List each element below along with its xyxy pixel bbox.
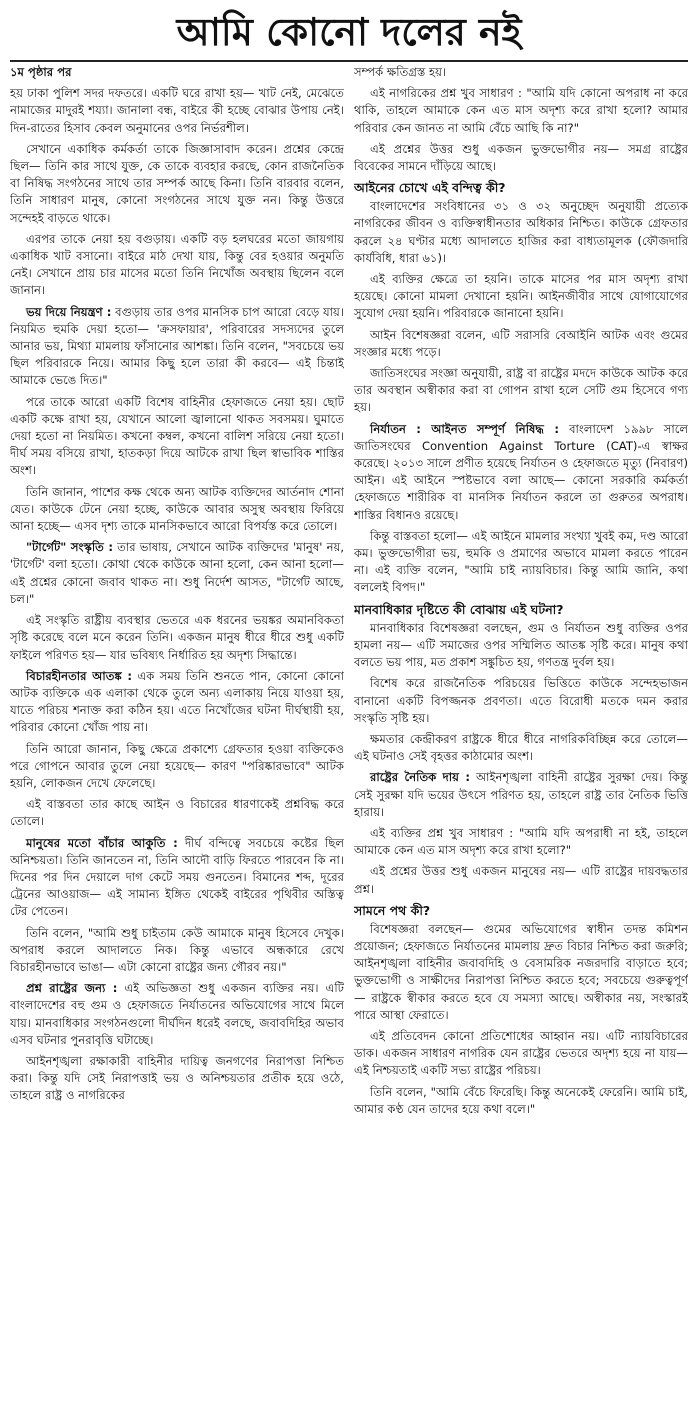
paragraph: সম্পর্ক ক্ষতিগ্রস্ত হয়। [354, 65, 447, 79]
paragraph: এই ব্যক্তির প্রশ্ন খুব সাধারণ : "আমি যদি অপরাধী না হই, তাহলে আমাকে কেন এত মাস অদৃশ্য করে রাখা হলো?" [354, 825, 688, 858]
subhead: মানুষের মতো বাঁচার আকুতি : [26, 835, 178, 850]
headline: আমি কোনো দলের নই [10, 6, 688, 62]
paragraph: এই ব্যক্তির ক্ষেত্রে তা হয়নি। তাকে মাসের পর মাস অদৃশ্য রাখা হয়েছে। কোনো মামলা দেখানো হয়নি। আইনজীবীর সাথে যোগাযোগের সুযোগ দেয়া হয়নি। পরিবারকে জানানো হয়নি। [354, 272, 688, 321]
paragraph: বগুড়ায় তার ওপর মানসিক চাপ আরো বেড়ে যায়। নিয়মিত হুমকি দেয়া হতো— 'ক্রসফায়ার', পরিবারের সদস্যদের তুলে আনার ভয়, মিথ্যা মামলায় ফাঁসানোর আশঙ্কা। তিনি বলেন, "সবচেয়ে ভয় ছিল পরিবারকে নিয়ে। আমার কিছু হলে তারা কী করবে— এই চিন্তাই আমাকে ভেঙে দিত।" [10, 304, 344, 388]
subhead: "টার্গেট" সংস্কৃতি : [26, 540, 113, 555]
article-columns [10, 64, 688, 1416]
paragraph: মানবাধিকার বিশেষজ্ঞরা বলছেন, গুম ও নির্যাতন শুধু ব্যক্তির ওপর হামলা নয়— এটি সমাজের ওপর সম্মিলিত আতঙ্ক সৃষ্টি করে। মানুষ কথা বলতে ভয় পায়, মত প্রকাশ সঙ্কুচিত হয়, গণতন্ত্র দুর্বল হয়। [354, 620, 688, 670]
left-column [10, 64, 344, 1416]
subhead: সামনে পথ কী? [354, 902, 431, 918]
paragraph: কিন্তু বাস্তবতা হলো— এই আইনে মামলার সংখ্যা খুবই কম, দণ্ড আরো কম। ভুক্তভোগীরা ভয়, হুমকি ও প্রমাণের অভাবে মামলা করতে পারেন না। এই ব্যক্তি বলেন, "আমি চাই ন্যায়বিচার। কিন্তু আমি জানি, কথা বললেই বিপদ।" [354, 528, 688, 595]
paragraph: দীর্ঘ বন্দিত্বে সবচেয়ে কষ্টের ছিল অনিশ্চয়তা। তিনি জানতেন না, তিনি আদৌ বাড়ি ফিরতে পারবেন কি না। দিনের পর দিন দেয়ালে দাগ কেটে সময় গুনতেন। বিমানের শব্দ, দূরের ট্রেনের আওয়াজ— এই সামান্য ইঙ্গিত থেকেই বাইরের পৃথিবীর অস্তিত্ব টের পেতেন। [10, 835, 344, 919]
paragraph: বিশেষ করে রাজনৈতিক পরিচয়ের ভিত্তিতে কাউকে সন্দেহভাজন বানানো একটি বিপজ্জনক প্রবণতা। এতে বিরোধী মতকে দমন করার সংস্কৃতি সৃষ্টি হয়। [354, 676, 688, 725]
subhead: ভয় দিয়ে নিয়ন্ত্রণ : [26, 304, 112, 319]
paragraph: এই বাস্তবতা তার কাছে আইন ও বিচারের ধারণাকেই প্রশ্নবিদ্ধ করে তোলে। [10, 797, 344, 829]
paragraph: এই প্রতিবেদন কোনো প্রতিশোধের আহ্বান নয়। এটি ন্যায়বিচারের ডাক। একজন সাধারণ নাগরিক যেন রাষ্ট্রের ভেতরে অদৃশ্য হয়ে না যায়— এই নিশ্চয়তাই একটি সভ্য রাষ্ট্রের পরিচয়। [354, 1028, 688, 1078]
paragraph: এই অভিজ্ঞতা শুধু একজন ব্যক্তির নয়। এটি বাংলাদেশের বহু গুম ও হেফাজতে নির্যাতনের অভিযোগের সাথে মিলে যায়। মানবাধিকার সংগঠনগুলো দীর্ঘদিন ধরেই বলছে, জবাবদিহির অভাব এসব ঘটনার পুনরাবৃত্তি ঘটাচ্ছে। [10, 981, 344, 1047]
paragraph: এই সংস্কৃতি রাষ্ট্রীয় ব্যবস্থার ভেতরে এক ধরনের ভয়ঙ্কর অমানবিকতা সৃষ্টি করেছে বলে মনে করেন তিনি। একজন মানুষ ধীরে ধীরে শুধু একটি ফাইলে পরিণত হয়— যার ভবিষ্যৎ নির্ধারিত হয় অদৃশ্য সিদ্ধান্তে। [10, 613, 344, 662]
paragraph: আইন বিশেষজ্ঞরা বলেন, এটি সরাসরি বেআইনি আটক এবং গুমের সংজ্ঞার মধ্যে পড়ে। [354, 327, 688, 359]
paragraph: বাংলাদেশের সংবিধানের ৩১ ও ৩২ অনুচ্ছেদ অনুযায়ী প্রত্যেক নাগরিকের জীবন ও ব্যক্তিস্বাধীনতার অধিকার নিশ্চিত। কাউকে গ্রেফতার করলে ২৪ ঘণ্টার মধ্যে আদালতে হাজির করা বাধ্যতামূলক (ফৌজদারি কার্যবিধি, ধারা ৬১)। [354, 199, 688, 265]
subhead: আইনের চোখে এই বন্দিত্ব কী? [354, 180, 506, 196]
subhead: নির্যাতন : আইনত সম্পূর্ণ নিষিদ্ধ : [370, 421, 559, 436]
paragraph: এরপর তাকে নেয়া হয় বগুড়ায়। একটি বড় হলঘরের মতো জায়গায় একাধিক খাট বসানো। বাইরে মাঠ দেখা যায়, কিন্তু বের হওয়ার অনুমতি নেই। সেখানে প্রায় চার মাসের মতো তিনি নিখোঁজ অবস্থায় ছিলেন বলে জানান। [10, 231, 344, 298]
subhead: রাষ্ট্রের নৈতিক দায় : [370, 770, 470, 785]
paragraph: এই প্রশ্নের উত্তর শুধু একজন ভুক্তভোগীর নয়— সমগ্র রাষ্ট্রের বিবেকের সামনে দাঁড়িয়ে আছে। [354, 141, 688, 174]
paragraph: পরে তাকে আরো একটি বিশেষ বাহিনীর হেফাজতে নেয়া হয়। ছোট একটি কক্ষে রাখা হয়, যেখানে আলো জ্বালানো থাকত সবসময়। ঘুমাতে দেয়া হতো না নিয়মিত। কখনো কম্বল, কখনো বালিশ সরিয়ে নেয়া হতো। দীর্ঘ সময় বসিয়ে রাখা, হাতকড়া দিয়ে আটকে রাখা ছিল স্বাভাবিক শাস্তির অংশ। [10, 394, 344, 478]
paragraph: তিনি আরো জানান, কিছু ক্ষেত্রে প্রকাশ্যে গ্রেফতার হওয়া ব্যক্তিকেও পরে গোপনে আবার তুলে নেয়া হয়েছে— কারণ "পরিষ্কারভাবে" আটক হয়নি, লোকজন দেখে ফেলেছে। [10, 741, 344, 790]
paragraph: এক সময় তিনি শুনতে পান, কোনো কোনো আটক ব্যক্তিকে এক এলাকা থেকে তুলে অন্য এলাকায় নিয়ে যাওয়া হয়, যাতে পরিচয় শনাক্ত করা কঠিন হয়। এতে নিখোঁজের ঘটনা দীর্ঘস্থায়ী হয়, পরিবার কোনো খোঁজ পায় না। [10, 668, 344, 735]
paragraph: আইনশৃঙ্খলা বাহিনী রাষ্ট্রের সুরক্ষা দেয়। কিন্তু সেই সুরক্ষা যদি ভয়ের উৎসে পরিণত হয়, তাহলে রাষ্ট্র তার নৈতিক ভিত্তি হারায়। [354, 770, 688, 819]
right-column [354, 64, 688, 1416]
paragraph: তিনি বলেন, "আমি শুধু চাইতাম কেউ আমাকে মানুষ হিসেবে দেখুক। অপরাধ করলে আদালতে নিক। কিন্তু এভাবে অন্ধকারে রেখে বিচারহীনভাবে ভাঙা— এটা কোনো রাষ্ট্রের জন্য গৌরব নয়।" [10, 925, 344, 974]
subhead: প্রশ্ন রাষ্ট্রের জন্য : [26, 981, 118, 996]
paragraph: এই প্রশ্নের উত্তর শুধু একজন মানুষের নয়— এটি রাষ্ট্রের দায়বদ্ধতার প্রশ্ন। [354, 864, 688, 896]
paragraph: তিনি জানান, পাশের কক্ষ থেকে অন্য আটক ব্যক্তিদের আর্তনাদ শোনা যেত। কাউকে টেনে নেয়া হচ্ছে, কাউকে আবার অসুস্থ অবস্থায় ফিরিয়ে আনা হচ্ছে— এসব দৃশ্য তাকে মানসিকভাবে আরো বিপর্যস্ত করে তোলে। [10, 484, 344, 534]
paragraph: তার ভাষায়, সেখানে আটক ব্যক্তিদের 'মানুষ' নয়, 'টার্গেট' বলা হতো। কোথা থেকে কাউকে আনা হলো, কেন আনা হলো— এই প্রশ্নের কোনো জবাব থাকত না। শুধু নির্দেশ আসত, "টার্গেট আছে, চল।" [10, 540, 344, 606]
paragraph: সেখানে একাধিক কর্মকর্তা তাকে জিজ্ঞাসাবাদ করেন। প্রশ্নের কেন্দ্রে ছিল— তিনি কার সাথে যুক্ত, কে তাকে ব্যবহার করছে, কোন রাজনৈতিক বা নিষিদ্ধ সংগঠনের সাথে তার সম্পর্ক আছে কিনা। তিনি বারবার বলেন, তিনি সাধারণ মানুষ, কোনো সংগঠনের সাথে যুক্ত নন। কিন্তু উত্তরে সন্দেহই বাড়তে থাকে। [10, 141, 344, 225]
paragraph: আইনশৃঙ্খলা রক্ষাকারী বাহিনীর দায়িত্ব জনগণের নিরাপত্তা নিশ্চিত করা। কিন্তু যদি সেই নিরাপত্তাই ভয় ও অনিশ্চয়তার প্রতীক হয়ে ওঠে, তাহলে রাষ্ট্র ও নাগরিকের [10, 1053, 344, 1103]
continuation-label: ১ম পৃষ্ঠার পর [10, 65, 72, 79]
paragraph: বিশেষজ্ঞরা বলছেন— গুমের অভিযোগের স্বাধীন তদন্ত কমিশন প্রয়োজন; হেফাজতে নির্যাতনের মামলায় দ্রুত বিচার নিশ্চিত করা জরুরি; আইনশৃঙ্খলা বাহিনীর জবাবদিহি ও বেসামরিক নজরদারি বাড়াতে হবে; ভুক্তভোগী ও সাক্ষীদের নিরাপত্তা নিশ্চিত করতে হবে; সবচেয়ে গুরুত্বপূর্ণ— রাষ্ট্রকে স্বীকার করতে হবে যে সমস্যা আছে। অস্বীকার নয়, সংস্কারই পারে আস্থা ফেরাতে। [354, 921, 688, 1022]
paragraph: ক্ষমতার কেন্দ্রীকরণ রাষ্ট্রকে ধীরে ধীরে নাগরিকবিচ্ছিন্ন করে তোলে— এই ঘটনাও সেই বৃহত্তর কাঠামোর অংশ। [354, 731, 688, 764]
paragraph: বাংলাদেশ ১৯৯৮ সালে জাতিসংঘের Convention Against Torture (CAT)-এ স্বাক্ষর করেছে। ২০১৩ সালে প্রণীত হয়েছে নির্যাতন ও হেফাজতে মৃত্যু (নিবারণ) আইন। এই আইনে স্পষ্টভাবে বলা আছে— কোনো সরকারি কর্মকর্তা হেফাজতে শারীরিক বা মানসিক নির্যাতন করলে তা গুরুতর অপরাধ। শাস্তির বিধানও রয়েছে। [354, 421, 688, 522]
paragraph: তিনি বলেন, "আমি বেঁচে ফিরেছি। কিন্তু অনেকেই ফেরেনি। আমি চাই, আমার কণ্ঠ যেন তাদের হয়ে কথা বলে।" [354, 1084, 688, 1116]
paragraph: জাতিসংঘের সংজ্ঞা অনুযায়ী, রাষ্ট্র বা রাষ্ট্রের মদদে কাউকে আটক করে তার অবস্থান অস্বীকার করা বা গোপন রাখা হলে সেটি গুম হিসেবে গণ্য হয়। [354, 366, 688, 415]
subhead: মানবাধিকার দৃষ্টিতে কী বোঝায় এই ঘটনা? [354, 601, 564, 617]
paragraph: হয় ঢাকা পুলিশ সদর দফতরে। একটি ঘরে রাখা হয়— খাট নেই, মেঝেতে নামাজের মাদুরই শয্যা। জানালা বন্ধ, বাইরে কী হচ্ছে বোঝার উপায় নেই। দিন-রাতের হিসাব কেবল অনুমানের ওপর নির্ভরশীল। [10, 86, 344, 135]
subhead: বিচারহীনতার আতঙ্ক : [26, 668, 133, 683]
paragraph: এই নাগরিকের প্রশ্ন খুব সাধারণ : "আমি যদি কোনো অপরাধ না করে থাকি, তাহলে আমাকে কেন এত মাস অদৃশ্য করে রাখা হলো? আমার পরিবার কেন জানত না আমি বেঁচে আছি কি না?" [354, 86, 688, 135]
